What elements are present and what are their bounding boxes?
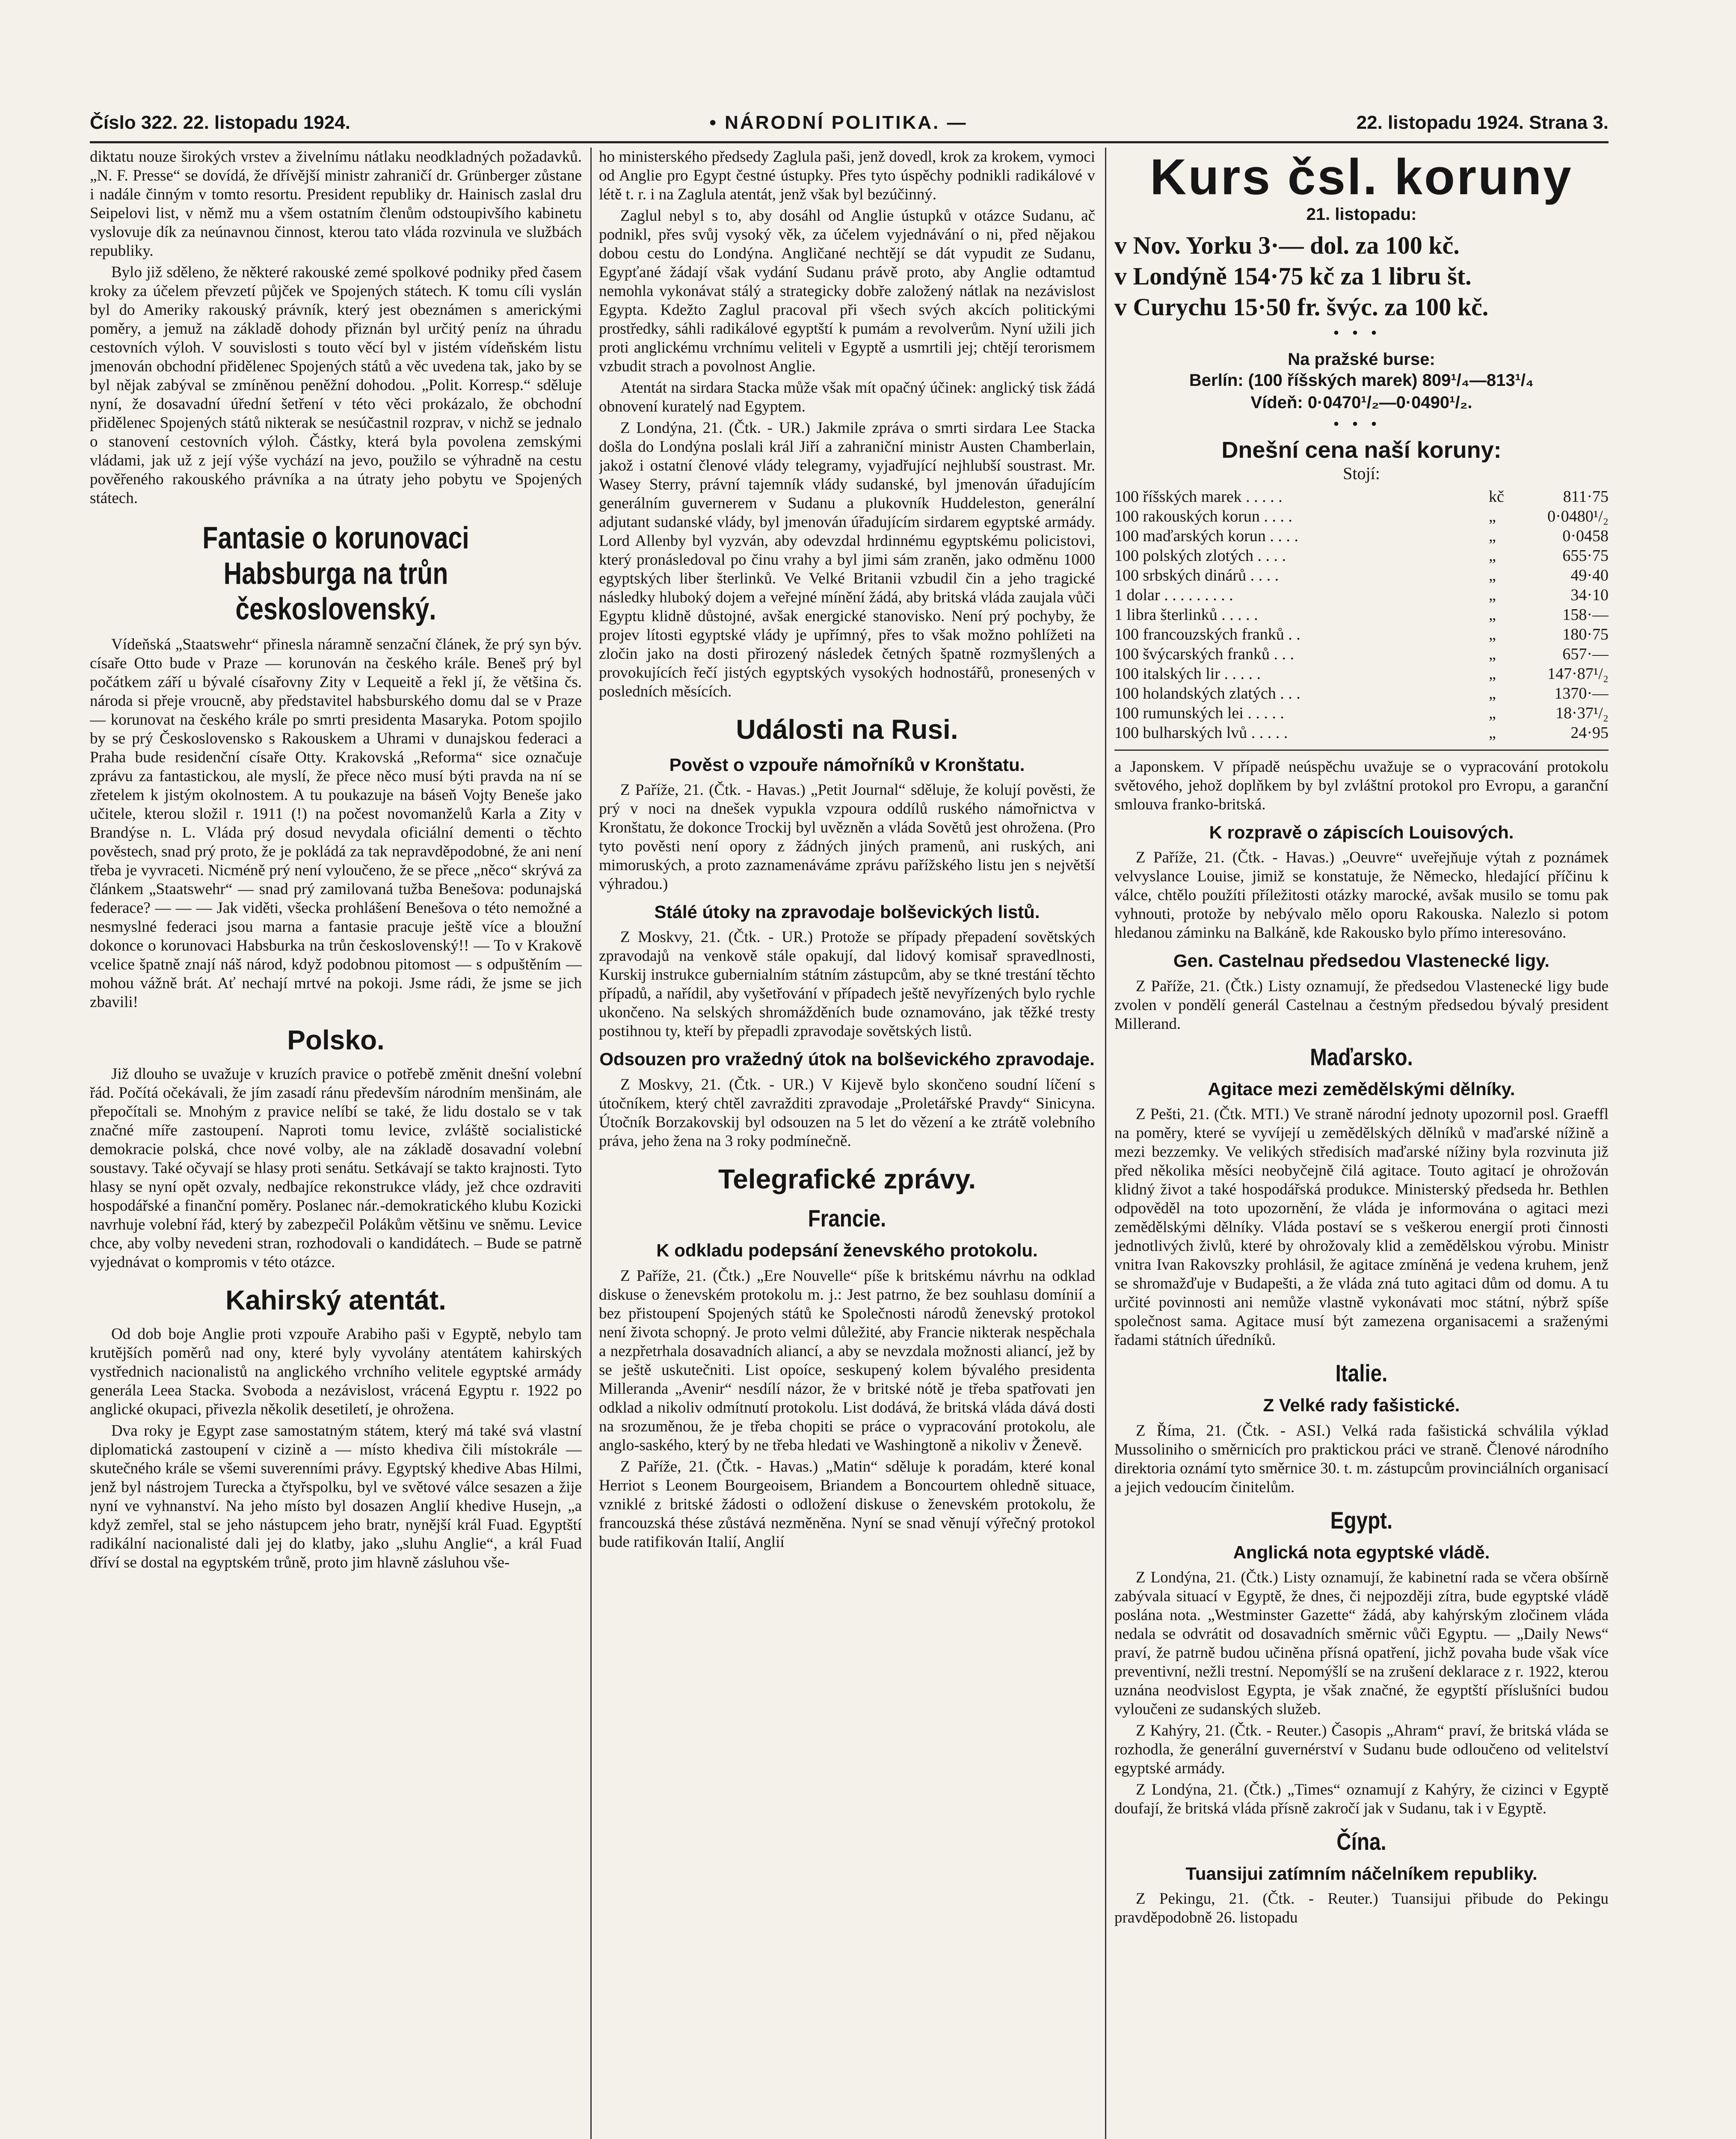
- issue-info: Číslo 322. 22. listopadu 1924.: [90, 112, 350, 133]
- rate-name: 1 libra šterlinků . . . . .: [1114, 606, 1258, 624]
- subheadline-velke-rady: Z Velké rady fašistické.: [1263, 1395, 1460, 1416]
- article-paragraph: Z Londýna, 21. (Čtk.) Listy oznamují, že kabinetní rada se včera obšírně zabývala situací v Egyptě, že dnes, či nejpozději zítra, bude egyptské vládě poslána nota. „Westminster Gazette“ žádá, aby kahýrským zločinem vláda nedala se odvrátit od dosavadních směrnic vůči Egyptu. — „Daily News“ praví, že patrně budou učiněna přísná opatření, jichž povaha bude však více preventivní, nežli trestní. Nepomýšlí se na zrušení deklarace z r. 1922, kterou uznána neodvislost Egypta, je však značné, že egyptští příslušníci budou vyloučeni ze sudanských služeb.: [1114, 1568, 1609, 1718]
- rate-unit: „: [1489, 606, 1496, 624]
- section-francie: Francie.: [808, 1205, 886, 1232]
- column-divider: [1105, 148, 1106, 2139]
- subheadline-povest: Pověst o vzpouře námořníků v Kronštatu.: [669, 754, 1025, 775]
- section-cina: Čína.: [1336, 1828, 1386, 1855]
- rate-name: 100 holandských zlatých . . .: [1114, 684, 1301, 702]
- rate-unit: „: [1489, 586, 1496, 604]
- rate-unit: „: [1489, 645, 1496, 663]
- rate-row: [1114, 644, 1609, 664]
- headline-telegraficke: Telegrafické zprávy.: [718, 1163, 976, 1194]
- article-paragraph: Z Pekingu, 21. (Čtk. - Reuter.) Tuansijui přibude do Pekingu pravděpodobně 26. listopadu: [1114, 1890, 1609, 1927]
- subheadline-utoky: Stálé útoky na zpravodaje bolševických listů.: [654, 901, 1040, 922]
- headline-polsko: Polsko.: [287, 1025, 385, 1056]
- article-paragraph: Z Paříže, 21. (Čtk. - Havas.) „Petit Journal“ sděluje, že kolují pověsti, že prý v noci na dnešek vypukla vzpoura oddílů ruského námořnictva v Kronštatu, že dokonce Trockij byl uvězněn a vláda Sovětů jest ohrožena. (Pro tyto pověsti není opory z žádných jiných pramenů, ani ruských, ani mimoruských, a proto zaznamenáváme zprávu pařížského listu jen s největší výhradou.): [599, 781, 1095, 893]
- column-1: [90, 148, 582, 2139]
- rate-row: [1114, 566, 1609, 585]
- divider-dots: •••: [1333, 414, 1390, 433]
- rate-value: 158·—: [1562, 606, 1609, 624]
- rate-value: 811·75: [1563, 488, 1609, 506]
- article-paragraph: Z Londýna, 21. (Čtk.) „Times“ oznamují z Kahýry, že cizinci v Egyptě doufají, že britská vláda přísně zakročí jak v Sudanu, tak i v Egyptě.: [1114, 1781, 1609, 1817]
- rate-unit: kč: [1489, 488, 1504, 506]
- article-paragraph: Atentát na sirdara Stacka může však mít opačný účinek: anglický tisk žádá obnovení kuratelý nad Egyptem.: [599, 379, 1095, 415]
- divider-dots: •••: [1333, 323, 1390, 342]
- rate-row: [1114, 526, 1609, 546]
- rate-unit: „: [1489, 507, 1496, 525]
- rate-unit: „: [1489, 625, 1496, 643]
- rate-value: 180·75: [1562, 625, 1609, 643]
- article-paragraph: ho ministerského předsedy Zaglula paši, jenž dovedl, krok za krokem, vymoci od Anglie pro Egypt čestné ústupky. Přes tyto úspěchy podnikli radikálové v létě t. r. i na Zaglula atentát, jenž však byl bezúčinný.: [599, 148, 1095, 203]
- section-egypt: Egypt.: [1330, 1506, 1393, 1534]
- column-divider: [590, 148, 592, 2139]
- article-paragraph: Bylo již sděleno, že některé rakouské zemé spolkové podniky před časem kroky za účelem převzetí půjček ve Spojených státech. K tomu cíli vyslán byl do Ameriky rakouský právník, který jest obeznámen s americkými poměry, a jemuž na základě dohody přiznán byl určitý peníz na úhradu cestovních výloh. V souvislosti s touto věcí byl v jistém vídeňském listu jmenován obchodní přidělenec Spojených států a věc uvedena tak, jako by se byl nějak zabýval se zmíněnou peněžní dohodou. „Polit. Korresp.“ sděluje nyní, že dosavadní úřední šetření v této věci prokázalo, že obchodní přidělenec Spojených států nikterak se nesúčastnil rozprav, v nichž se jednalo o stanovení cestovních výloh. Částky, která byla povolena zemskými vládami, jak už z její výše vychází na jevo, použilo se výhradně na cestu pověřeného rakouského právníka a na útraty jeho pobytu ve Spojených státech.: [90, 264, 582, 507]
- rate-unit: „: [1489, 704, 1496, 722]
- headline-udalosti: Události na Rusi.: [736, 714, 958, 745]
- rate-unit: „: [1489, 547, 1496, 565]
- rate-row: [1114, 487, 1609, 507]
- rate-value: 49·40: [1570, 566, 1609, 584]
- section-italie: Italie.: [1335, 1360, 1388, 1387]
- rate-name: 100 rumunských lei . . . . .: [1114, 704, 1284, 722]
- rates-table: [1114, 487, 1609, 743]
- columns: [90, 148, 1609, 2139]
- rate-unit: „: [1489, 684, 1496, 702]
- headline-fantasie: Fantasie o korunovaci Habsburga na trůn československý.: [202, 521, 469, 626]
- rate-value: 1370·—: [1554, 684, 1609, 702]
- headline-kahirsky: Kahirský atentát.: [225, 1284, 446, 1315]
- kurs-date: 21. listopadu:: [1306, 205, 1417, 224]
- article-paragraph: Dva roky je Egypt zase samostatným státem, který má také svá vlastní diplomatická zastoupení v cizině a — místo khediva čili místokrále — skutečného krále se všemi suverenními právy. Egyptský khedive Abas Hilmi, jenž byl nástrojem Turecka a čtyřspolku, byl ve světové válce sesazen a žije nyní ve vyhnanství. Na jeho místo byl dosazen Anglií khedive Husejn, „a když zemřel, stal se jeho nástupcem jeho bratr, nynější král Fuad. Egyptští radikální nacionalisté dali jej do klatby, jako „sluhu Anglie“, a král Fuad dříví se dostal na egyptském trůně, proto jim hlavně zásluhou vše-: [90, 1422, 582, 1571]
- rate-name: 100 maďarských korun . . . .: [1114, 527, 1298, 545]
- masthead: [90, 107, 1609, 143]
- rate-row: [1114, 703, 1609, 723]
- subheadline-rozprave: K rozpravě o zápiscích Louisových.: [1209, 822, 1514, 842]
- kurs-new-york: v Nov. Yorku 3·— dol. za 100 kč.: [1114, 231, 1460, 259]
- stoji-label: Stojí:: [1343, 464, 1380, 483]
- article-paragraph: Vídeňská „Staatswehr“ přinesla náramně senzační článek, že prý syn býv. císaře Otto bude v Praze — korunován na českého krále. Beneš prý byl počátkem září u bývalé císařovny Zity v Lequeitě a řekl jí, že většina čs. národa si přeje vroucně, aby představitel habsburského domu dal se v Praze — korunovat na českého krále po smrti presidenta Masaryka. Potom spojilo by se prý Československo s Rakouskem a Uhrami v dunajskou federaci a Praha bude residenční císaře Otty. Krakovská „Reforma“ sice označuje zprávu za fantastickou, ale myslí, že přece něco musí býti pravda na ní se zřetelem k jistým okolnostem. A tu poukazuje na báseň Vojty Beneše jako učitele, kterou složil r. 1911 (!) na počest novomanželů Karla a Zity v Brandýse n. L. Vláda prý dosud nevydala oficiální dementi o těchto pověstech, snad prý proto, že je pokládá za tak nepravděpodobné, že ani není třeba je vyvraceti. Nicméně prý není vyloučeno, že se přece „něco“ skrývá za článkem „Staatswehr“ — snad prý zamilovaná tužba Benešova: podunajská federace? — — — Jak viděti, všecka prohlášení Benešova o tétо nemožné a nesmyslné federaci jsou marna a fantasie pracuje ještě více a bloužní dokonce o korunovaci Habsburka na trůn československý!! — To v Krakově vcelice špatně znají náš národ, když podobnou pitomost — s odpuštěním — mohou vážně brát. Ať nechají mrtvé na pokoji. Jsme rádi, že jsme se jich zbavili!: [90, 636, 582, 1011]
- subheadline-agitace: Agitace mezi zemědělskými dělníky.: [1208, 1078, 1515, 1099]
- rate-value: 0·0480¹/₂: [1547, 507, 1609, 525]
- rate-name: 100 francouzských franků . .: [1114, 625, 1301, 643]
- burse-title: Na pražské burse:: [1288, 350, 1435, 369]
- exchange-rate-box: [1114, 149, 1609, 751]
- column-3: [1114, 148, 1609, 2139]
- rate-row: [1114, 664, 1609, 684]
- rate-unit: „: [1489, 566, 1496, 584]
- article-paragraph: Z Moskvy, 21. (Čtk. - UR.) V Kijevě bylo skončeno soudní líčení s útočníkem, který chtěl zavražditi zpravodaje „Proletářské Pravdy“ Sinicyna. Útočník Borzakovskij byl odsouzen na 5 let do vězení a ke ztrátě volebního práva, jeho žena na 3 roky podmínečně.: [599, 1075, 1095, 1150]
- article-paragraph: Z Londýna, 21. (Čtk. - UR.) Jakmile zpráva o smrti sirdara Lee Stacka došla do Londýna poslali král Jiří a zahraniční ministr Austen Chamberlain, jakož i ostatní členové vlády telegramy, vyjadřující nejhlubší soustrast. Mr. Wasey Sterry, právní tajemník vlády sudanské, byl jmenován úřadujícím generálním guvernerem v Sudanu a plukovník Huddeleston, generální adjutant sudanské vlády, byl jmenován úřadujícím sirdarem egyptské armády. Lord Allenby byl vyzván, aby odevzdal hrdinnému egyptskému policistovi, který pronásledoval po činu vrahy a byl jimi sám zraněn, jako odměnu 1000 egyptských liber šterlinků. Ve Velké Britanii vzbudil čin a jeho tragické následky hluboký dojem a veřejné mínění žádá, aby britská vláda zaujala vůči Egyptu klidně důstojné, avšak energické stanovisko. Není prý pochyby, že projev lítosti egyptské vlády je upřímný, přes to však možno pohlížeti na zločin jako na dosti přirozený následek četných špatně rozmyšlených a provokujících řečí jistých egyptských vysokých hodnostářů, pronesených v posledních měsících.: [599, 419, 1095, 700]
- rate-name: 100 polských zlotých . . . .: [1114, 547, 1286, 565]
- rate-value: 34·10: [1570, 586, 1609, 604]
- subheadline-nota: Anglická nota egyptské vládě.: [1233, 1542, 1490, 1562]
- article-paragraph: Z Moskvy, 21. (Čtk. - UR.) Protože se případy přepadení sovětských zpravodajů na venkově stále opakují, dal lidový komisař spravedlnosti, Kurskij instrukce gubernialním státním zástupcům, aby se tkné trestání těchto případů, a nařídil, aby vyšetřování v případech ještě nevyřízených bylo rychle ukončeno. Na selských shromážděních bude oznamováno, jak těžké tresty postihnou ty, kteří by přepadli zpravodaje sovětských listů.: [599, 928, 1095, 1040]
- rate-value: 655·75: [1562, 547, 1609, 565]
- article-paragraph: Z Říma, 21. (Čtk. - ASI.) Velká rada fašistická schválila výklad Mussoliniho o směrnicích pro praktickou práci ve straně. Členové národního direktoria oznámí tyto směrnice 30. t. m. zástupcům provinciálních organisací a jejich vedoucím činitelům.: [1114, 1422, 1609, 1496]
- article-paragraph: Zaglul nebyl s to, aby dosáhl od Anglie ústupků v otázce Sudanu, ač podnikl, přes svůj vysoký věk, za účelem vyjednávání o ni, před nějakou dobou cestu do Londýna. Angličané nechtějí se dát vypudit ze Sudanu, Egypťané žádají však vydání Sudanu právě proto, aby Anglie odtamtud nemohla vykonávat stálý a strategicky dobře založený nátlak na nezávislost Egypta. Kdežto Zaglul pracoval při všech svých akcích politickými prostředky, sáhli radikálové egyptští k pumám a revolverům. Nyní užili jich proti anglickému vrchnímu veliteli v Egyptě a usmrtili jej; chtějí terorismem vzbudit strach a povolnost Anglie.: [599, 207, 1095, 375]
- column-2: [599, 148, 1095, 2139]
- article-paragraph: Z Kahýry, 21. (Čtk. - Reuter.) Časopis „Ahram“ praví, že britská vláda se rozhodla, že generální guvernérství v Sudanu bude odloučeno od velitelství egyptské armády.: [1114, 1721, 1609, 1777]
- rate-unit: „: [1489, 724, 1496, 742]
- rate-name: 100 srbských dinárů . . . .: [1114, 566, 1279, 584]
- rate-name: 100 říšských marek . . . . .: [1114, 488, 1283, 506]
- subheadline-odsouzen: Odsouzen pro vražedný útok na bolševického zpravodaje.: [599, 1049, 1095, 1070]
- article-paragraph: diktatu nouze širokých vrstev a živelnímu nátlaku neodkladných požadavků. „N. F. Presse“ se dovídá, že dřívější ministr zahraničí dr. Grünberger zůstane i nadále činným v tomto resortu. President republiky dr. Hainisch zaslal dru Seipelovi list, v němž mu a všem ostatním členům odstoupivšího kabinetu vyslovuje dík za neúnavnou činnost, kterou tato vláda rozvinula ve službách republiky.: [90, 148, 582, 260]
- rate-name: 1 dolar . . . . . . . . .: [1114, 586, 1233, 604]
- article-paragraph: Z Paříže, 21. (Čtk.) „Ere Nouvelle“ píše k britskému návrhu na odklad diskuse o ženevském protokolu m. j.: Jest patrno, že bez souhlasu domínií a bez přistoupení Spojených států ke Společnosti národů ženevský protokol není životа schopný. Je proto velmi důležité, aby Francie nikterak nespěchala a nezpřetrhala dosavadních aliancí, a aby se nevzdala možnosti aliancí, jež by se ještě uskutečniti. List opoíce, seskupený kolem bývalého presidenta Milleranda „Avenir“ nesdílí názor, že v britské nótě je třeba spatřovati jen odklad a nikoliv odmítnutí protokolu. List dodává, že britská vláda dává dosti na srozuměnou, že je třeba chopiti se práce o vypracování protokolu, ale anglo-saského, který by ne třeba hledati ve Washingtoně a nikoliv v Ženevě.: [599, 1267, 1095, 1454]
- rate-unit: „: [1489, 527, 1496, 545]
- subheadline-tuansijui: Tuansijui zatímním náčelníkem republiky.: [1185, 1863, 1538, 1884]
- burse-berlin: Berlín: (100 říšských marek) 809¹/₄—813¹/₄: [1189, 371, 1534, 390]
- rate-name: 100 bulharských lvů . . . . .: [1114, 724, 1288, 742]
- article-paragraph: Z Paříže, 21. (Čtk. - Havas.) „Matin“ sděluje k poradám, které konal Herriot s Leonem Bourgeoisem, Briandem a Boncourtem ohledně situace, vzniklé z britské žádosti o odložení diskuse o ženevském protokolu, že francouzská thése zůstává nezměněna. Nyní se snad věnují výřečný protokol bude ratifikován Italií, Anglií: [599, 1458, 1095, 1551]
- section-madarsko: Maďarsko.: [1310, 1043, 1413, 1070]
- rate-value: 24·95: [1570, 724, 1609, 742]
- subheadline-odklad: K odkladu podepsání ženevského protokolu.: [656, 1240, 1038, 1261]
- rate-row: [1114, 625, 1609, 644]
- rate-row: [1114, 546, 1609, 566]
- rate-value: 657·—: [1562, 645, 1609, 663]
- rate-row: [1114, 585, 1609, 605]
- kurs-title: Kurs čsl. koruny: [1150, 149, 1573, 205]
- article-paragraph: Z Pešti, 21. (Čtk. MTI.) Ve straně národní jednoty upozornil posl. Graeffl na poměry, které se vyvíjejí u zemědělských dělníků v maďarské nížině a mezi bezzemky. Ve velikých středisích maďarské nížiny byla rozvinuta již před několika měsíci neobyčejně čilá agitace. Touto agitací je ohrožován klidný život a také hospodářská produkce. Ministerský předseda hr. Bethlen odpověděl na toto upozornění, že vláda je informována o agitaci mezi zemědělskými dělníky. Vláda postaví se s veškerou energií proti činnosti jednotlivých živlů, které by ohrožovaly klid a zemědělskou výrobu. Ministr vnitra Ivan Rakovszky prohlásil, že agitace zmíněná je vedena kruhem, jenž se shromažďuje v Budapešti, a že vláda zná tuto agitaci dům od domu. A tu určité povinnosti ani nemůže vlastně vykonávati moc státní, nýbrž spíše společnost sama. Agitace musí být zamezena organisacemi a sraženými řadami státních úředníků.: [1114, 1105, 1609, 1349]
- rate-name: 100 italských lir . . . . .: [1114, 665, 1261, 683]
- subheadline-castelnau: Gen. Castelnau předsedou Vlastenecké ligy.: [1173, 951, 1550, 971]
- page-info: 22. listopadu 1924. Strana 3.: [1356, 112, 1609, 133]
- article-paragraph: Již dlouho se uvažuje v kruzích pravice o potřebě změnit dnešní volební řád. Počítá očekávali, že jím zasadí ránu především národním menšinám, ale přepočítali se. Mnohým z pravice nelíbí se také, že lidu dostalo se v tak značné míře zastoupení. Naproti tomu levice, zvláště socialistické demokracie polská, chce nové volby, ale na základě dosavadní volební soustavy. Také očyvají se hlasy proti senátu. Setkávají se takto krajnosti. Tyto hlasy se nyní opět ozvaly, nedbajíce rekonstrukce vlády, jež chce ozdraviti hospodářské a finanční poměry. Poslanec nár.-demokratického klubu Kozicki navrhuje volební řád, který by zabezpečil Polákům většinu ve sněmu. Levice chce, aby volby nevedeni stran, rozhodovali o kandidátech. – Bude se patrně vyjednávat o kompromis v této otázce.: [90, 1065, 582, 1271]
- rate-value: 18·37¹/₂: [1555, 704, 1609, 722]
- article-paragraph: Od dob boje Anglie proti vzpouře Arabiho paši v Egyptě, nebylo tam krutějších poměrů nad ony, které byly vyvolány atentátem kahirských vystřednich nacionalistů na anglického vrchního velitele egyptské armády generála Leea Stacka. Svoboda a nezávislost, vrácená Egyptu r. 1922 po anglické okupaci, přivezla několik desetiletí, je ohrožena.: [90, 1325, 582, 1418]
- newspaper-page: [90, 107, 1609, 2139]
- rate-name: 100 švýcarských franků . . .: [1114, 645, 1295, 663]
- article-paragraph: Z Paříže, 21. (Čtk.) Listy oznamují, že předsedou Vlastenecké ligy bude zvolen v pondělí generál Castelnau a čestným předsedou bývalý president Millerand.: [1114, 977, 1609, 1033]
- kurs-zurich: v Curychu 15·50 fr. švýc. za 100 kč.: [1114, 293, 1489, 321]
- newspaper-title: • NÁRODNÍ POLITIKA. —: [709, 112, 968, 133]
- rate-value: 0·0458: [1562, 527, 1609, 545]
- rate-row: [1114, 684, 1609, 703]
- burse-viden: Vídeň: 0·0470¹/₂—0·0490¹/₂.: [1250, 393, 1472, 412]
- kurs-london: v Londýně 154·75 kč za 1 libru št.: [1114, 262, 1472, 290]
- article-paragraph: a Japonskem. V případě neúspěchu uvažuje se o vypracování protokolu světového, jehož doplňkem by byl zvláštní protokol pro Evropu, a garanční smlouva franko-britská.: [1114, 758, 1609, 813]
- article-paragraph: Z Paříže, 21. (Čtk. - Havas.) „Oeuvre“ uveřejňuje výtah z poznámek velvyslance Louise, jimiž se konstatuje, že Německo, hledající příčinu k válce, chtělo použíti příležitosti otázky marocké, avšak musilo se tomu pak vyhnouti, protože by nebývalo mělo oporu Rakouska. Nalezlo si potom hledanou záminku na Balkáně, kde Rakousko bylo přímo interesováno.: [1114, 849, 1609, 942]
- rate-row: [1114, 605, 1609, 625]
- cena-title: Dnešní cena naší koruny:: [1221, 437, 1502, 463]
- rate-value: 147·87¹/₂: [1547, 665, 1609, 683]
- rate-name: 100 rakouských korun . . . .: [1114, 507, 1292, 525]
- rate-unit: „: [1489, 665, 1496, 683]
- rate-row: [1114, 507, 1609, 526]
- rate-row: [1114, 723, 1609, 743]
